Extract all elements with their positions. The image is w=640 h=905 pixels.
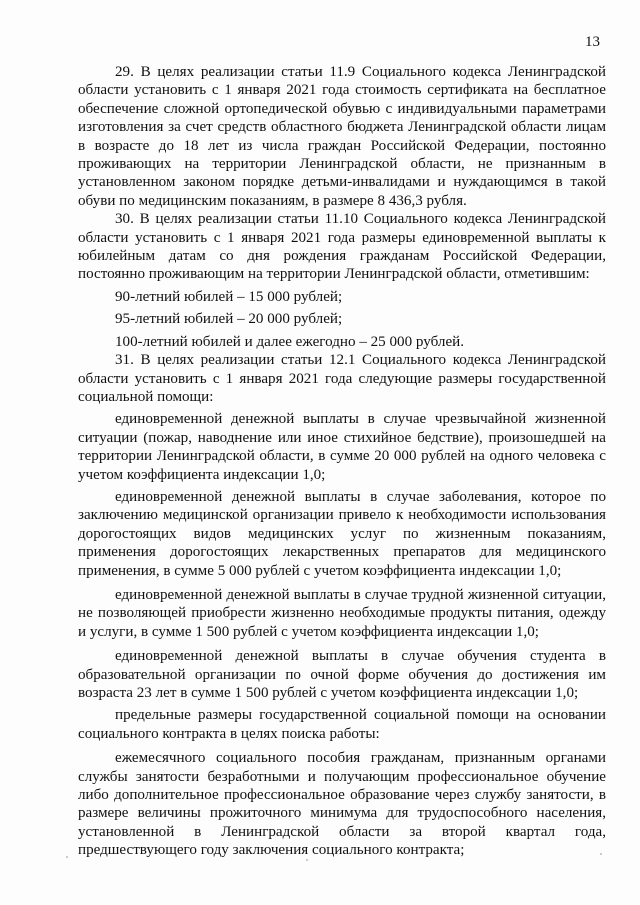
page-number: 13 bbox=[585, 34, 600, 50]
list-item-student-payment: единовременной денежной выплаты в случае обучения студента в образовательной организации по очной форме обучения до достижения им возраста 23 лет в сумме 1 500 рублей с учетом коэффициента индексации 1,0; bbox=[78, 648, 606, 701]
list-item-emergency-payment: единовременной денежной выплаты в случае чрезвычайной жизненной ситуации (пожар, наводнение или иное стихийное бедствие), произошедшей на территории Ленинградской области, в сумме 20 000 рублей на одного человека с учетом коэффициента индексации 1,0; bbox=[78, 411, 606, 483]
paragraph-30: 30. В целях реализации статьи 11.10 Социального кодекса Ленинградской области установить с 1 января 2021 года размеры единовременной выплаты к юбилейным датам со дня рождения гражданам Российской Федерации, постоянно проживающим на территории Ленинградской области, отметившим: bbox=[78, 211, 606, 283]
list-item-social-contract-limits: предельные размеры государственной социальной помощи на основании социального контракта в целях поиска работы: bbox=[78, 707, 606, 742]
scan-speck bbox=[66, 856, 68, 858]
list-item-jubilee-90: 90-летний юбилей – 15 000 рублей; bbox=[115, 288, 343, 305]
document-body bbox=[78, 63, 606, 860]
paragraph-29: 29. В целях реализации статьи 11.9 Социального кодекса Ленинградской области установить с 1 января 2021 года стоимость сертификата на бесплатное обеспечение сложной ортопедической обувью с индивидуальными параметрами изготовления за счет средств областного бюджета Ленинградской области лицам в возрасте до 18 лет из числа граждан Российской Федерации, постоянно проживающих на территории Ленинградской области, не признанным в установленном законом порядке детьми-инвалидами и нуждающимся в такой обуви по медицинским показаниям, в размере 8 436,3 рубля. bbox=[78, 64, 606, 209]
list-item-unemployment-allowance: ежемесячного социального пособия гражданам, признанным органами службы занятости безработными и получающим профессиональное обучение либо дополнительное профессиональное образование через службу занятости, в размере величины прожиточного минимума для трудоспособного населения, установленной в Ленинградской области за второй квартал года, предшествующего году заключения социального контракта; bbox=[78, 750, 606, 859]
paragraph-31: 31. В целях реализации статьи 12.1 Социального кодекса Ленинградской области установить с 1 января 2021 года следующие размеры государственной социальной помощи: bbox=[78, 352, 606, 405]
scan-speck bbox=[306, 859, 308, 861]
list-item-jubilee-100: 100-летний юбилей и далее ежегодно – 25 000 рублей. bbox=[115, 333, 464, 350]
list-item-jubilee-95: 95-летний юбилей – 20 000 рублей; bbox=[115, 311, 343, 328]
list-item-hardship-payment: единовременной денежной выплаты в случае трудной жизненной ситуации, не позволяющей приобрести жизненно необходимые продукты питания, одежду и услуги, в сумме 1 500 рублей с учетом коэффициента индексации 1,0; bbox=[78, 586, 606, 640]
scan-speck bbox=[600, 853, 602, 855]
list-item-illness-payment: единовременной денежной выплаты в случае заболевания, которое по заключению медицинской организации привело к необходимости использования дорогостоящих видов медицинских услуг по жизненным показаниям, применения дорогостоящих лекарственных препаратов для медицинского применения, в сумме 5 000 рублей с учетом коэффициента индексации 1,0; bbox=[78, 488, 606, 579]
